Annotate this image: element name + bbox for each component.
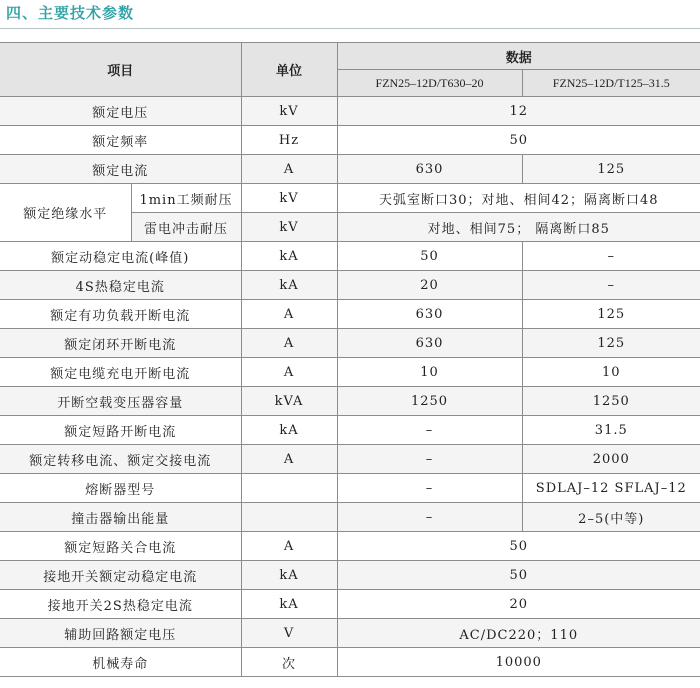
table-row bbox=[0, 590, 700, 619]
value-cell-model-2: 10 bbox=[522, 358, 700, 387]
value-cell: 12 bbox=[337, 97, 700, 126]
header-model-2: FZN25–12D/T125–31.5 bbox=[522, 70, 700, 97]
value-cell-model-2: – bbox=[522, 242, 700, 271]
value-cell-model-2: 2000 bbox=[522, 445, 700, 474]
value-cell-model-1: 1250 bbox=[337, 387, 522, 416]
value-cell-model-1: – bbox=[337, 503, 522, 532]
table-row bbox=[0, 329, 700, 358]
value-cell-model-1: 10 bbox=[337, 358, 522, 387]
table-row bbox=[0, 387, 700, 416]
item-cell: 额定短路开断电流 bbox=[0, 416, 241, 445]
sub-item-cell: 1min工频耐压 bbox=[131, 184, 241, 213]
section-title: 四、主要技术参数 bbox=[6, 4, 135, 22]
value-cell-model-2: 125 bbox=[522, 300, 700, 329]
value-cell-model-2: 1250 bbox=[522, 387, 700, 416]
header-item: 项目 bbox=[0, 43, 241, 97]
table-row bbox=[0, 532, 700, 561]
value-cell-model-2: 31.5 bbox=[522, 416, 700, 445]
item-cell: 额定电压 bbox=[0, 97, 241, 126]
unit-cell: kV bbox=[241, 184, 337, 213]
unit-cell bbox=[241, 503, 337, 532]
table-row bbox=[0, 242, 700, 271]
item-cell: 额定频率 bbox=[0, 126, 241, 155]
unit-cell: A bbox=[241, 155, 337, 184]
table-row bbox=[0, 445, 700, 474]
value-cell: 50 bbox=[337, 561, 700, 590]
header-model-1: FZN25–12D/T630–20 bbox=[337, 70, 522, 97]
table-row bbox=[0, 561, 700, 590]
item-cell: 额定闭环开断电流 bbox=[0, 329, 241, 358]
unit-cell: V bbox=[241, 619, 337, 648]
value-cell: 50 bbox=[337, 126, 700, 155]
value-cell-model-1: 20 bbox=[337, 271, 522, 300]
title-divider bbox=[0, 28, 700, 29]
item-cell: 额定动稳定电流(峰值) bbox=[0, 242, 241, 271]
unit-cell: kA bbox=[241, 271, 337, 300]
value-cell: AC/DC220；110 bbox=[337, 619, 700, 648]
unit-cell: A bbox=[241, 329, 337, 358]
item-cell: 接地开关2S热稳定电流 bbox=[0, 590, 241, 619]
table-row bbox=[0, 184, 700, 213]
item-cell: 额定电缆充电开断电流 bbox=[0, 358, 241, 387]
value-cell-model-1: 630 bbox=[337, 155, 522, 184]
value-cell-model-2: 125 bbox=[522, 329, 700, 358]
unit-cell: kV bbox=[241, 213, 337, 242]
value-cell-model-2: 125 bbox=[522, 155, 700, 184]
item-cell: 额定转移电流、额定交接电流 bbox=[0, 445, 241, 474]
header-unit: 单位 bbox=[241, 43, 337, 97]
value-cell-model-1: – bbox=[337, 445, 522, 474]
item-cell: 机械寿命 bbox=[0, 648, 241, 677]
unit-cell: kA bbox=[241, 561, 337, 590]
value-cell: 50 bbox=[337, 532, 700, 561]
unit-cell: Hz bbox=[241, 126, 337, 155]
table-row bbox=[0, 474, 700, 503]
item-cell: 接地开关额定动稳定电流 bbox=[0, 561, 241, 590]
table-row bbox=[0, 619, 700, 648]
unit-cell: 次 bbox=[241, 648, 337, 677]
unit-cell: A bbox=[241, 300, 337, 329]
unit-cell: kVA bbox=[241, 387, 337, 416]
value-cell: 20 bbox=[337, 590, 700, 619]
value-cell: 10000 bbox=[337, 648, 700, 677]
table-row bbox=[0, 503, 700, 532]
item-cell: 4S热稳定电流 bbox=[0, 271, 241, 300]
value-cell: 对地、相间75； 隔离断口85 bbox=[337, 213, 700, 242]
item-cell: 辅助回路额定电压 bbox=[0, 619, 241, 648]
item-cell: 开断空载变压器容量 bbox=[0, 387, 241, 416]
value-cell-model-1: 50 bbox=[337, 242, 522, 271]
item-cell: 额定电流 bbox=[0, 155, 241, 184]
value-cell-model-1: – bbox=[337, 416, 522, 445]
table-row bbox=[0, 97, 700, 126]
unit-cell: kA bbox=[241, 590, 337, 619]
table-row bbox=[0, 648, 700, 677]
unit-cell: A bbox=[241, 532, 337, 561]
item-cell: 额定短路关合电流 bbox=[0, 532, 241, 561]
value-cell: 天弧室断口30；对地、相间42；隔离断口48 bbox=[337, 184, 700, 213]
value-cell-model-1: 630 bbox=[337, 300, 522, 329]
unit-cell: kA bbox=[241, 242, 337, 271]
item-cell: 额定有功负载开断电流 bbox=[0, 300, 241, 329]
header-data: 数据 bbox=[337, 43, 700, 70]
item-cell: 撞击器输出能量 bbox=[0, 503, 241, 532]
item-cell: 熔断器型号 bbox=[0, 474, 241, 503]
table-row bbox=[0, 126, 700, 155]
sub-item-cell: 雷电冲击耐压 bbox=[131, 213, 241, 242]
unit-cell: kA bbox=[241, 416, 337, 445]
value-cell-model-1: 630 bbox=[337, 329, 522, 358]
table-row bbox=[0, 358, 700, 387]
group-cell: 额定绝缘水平 bbox=[0, 184, 131, 242]
unit-cell: A bbox=[241, 358, 337, 387]
table-row bbox=[0, 155, 700, 184]
table-row bbox=[0, 300, 700, 329]
unit-cell: A bbox=[241, 445, 337, 474]
unit-cell: kV bbox=[241, 97, 337, 126]
value-cell-model-2: – bbox=[522, 271, 700, 300]
spec-table bbox=[0, 42, 700, 677]
table-row bbox=[0, 416, 700, 445]
value-cell-model-1: – bbox=[337, 474, 522, 503]
table-row bbox=[0, 271, 700, 300]
value-cell-model-2: SDLAJ–12 SFLAJ–12 bbox=[522, 474, 700, 503]
value-cell-model-2: 2–5(中等) bbox=[522, 503, 700, 532]
unit-cell bbox=[241, 474, 337, 503]
